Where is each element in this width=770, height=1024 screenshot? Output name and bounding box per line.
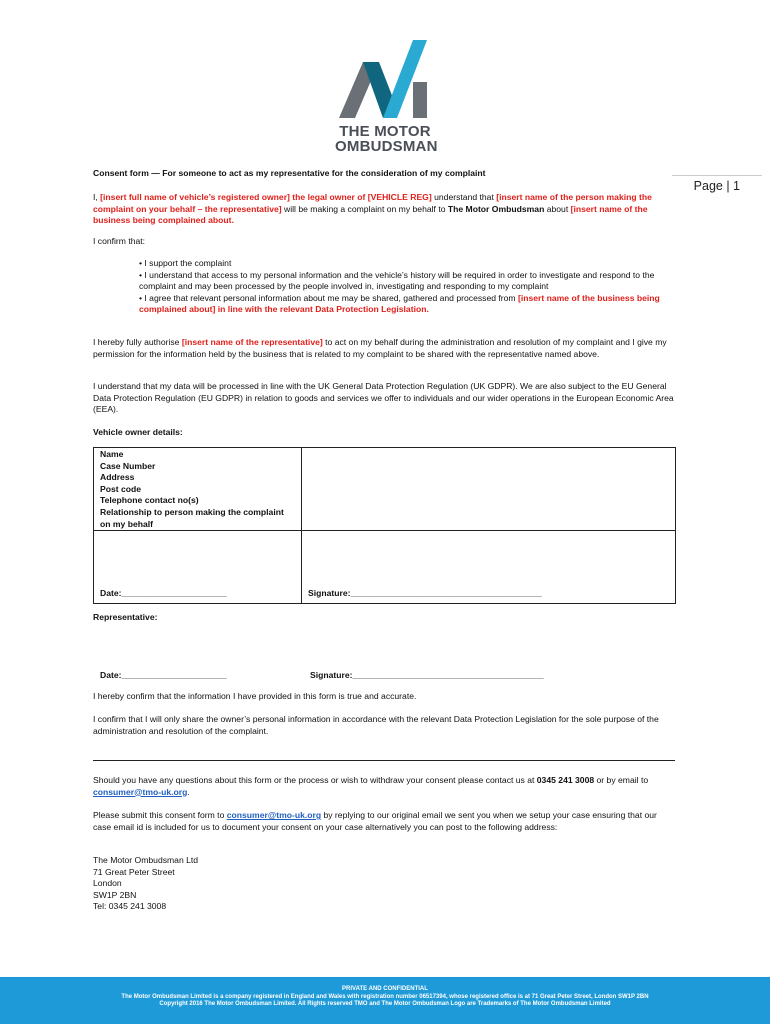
submit-text-1: Please submit this consent form to	[93, 810, 227, 820]
intro-text-1: I,	[93, 192, 101, 202]
contact-email-link[interactable]: consumer@tmo-uk.org	[93, 786, 188, 797]
bullet-3-text: • I agree that relevant personal information about me may be shared, gathered and processed from	[139, 292, 518, 303]
table-cell-labels	[94, 448, 302, 531]
vehicle-owner-table	[93, 447, 676, 604]
logo-line-1: THE MOTOR	[339, 122, 431, 140]
gdpr-paragraph: I understand that my data will be processed in line with the UK General Data Protection Regulation (UK GDPR). We are also subject to the EU General Data Protection Regulation (EU GDPR) in relation to goods and services we offer to individuals and our wider operations in the European Economic Area (EEA).	[93, 381, 674, 415]
address-line: SW1P 2BN	[93, 889, 137, 900]
representative-signature-field[interactable]: Signature:________________________________________	[310, 670, 544, 680]
intro-text-4: about	[544, 203, 571, 214]
placeholder-owner-name: [insert full name of vehicle’s registered owner] the legal owner of [VEHICLE REG]	[100, 192, 432, 202]
section-divider	[93, 760, 675, 761]
owner-signature-field[interactable]: Signature:________________________________________	[302, 531, 676, 604]
confirm-that-label: I confirm that:	[93, 236, 146, 246]
owner-details-input[interactable]	[302, 448, 676, 531]
row-label-telephone: Telephone contact no(s)	[100, 495, 199, 506]
placeholder-representative-name: [insert name of the representative]	[181, 337, 323, 347]
contact-text-1: Should you have any questions about this form or the process or wish to withdraw your consent please contact us at	[93, 775, 537, 785]
logo-line-2: OMBUDSMAN	[335, 137, 438, 155]
contact-paragraph	[93, 775, 675, 798]
placeholder-business: [insert name of the business being complained about.	[93, 203, 648, 226]
page-footer	[0, 977, 770, 1024]
authorise-text-2: to act on my behalf during the administration and resolution of my complaint and I give my permission for the information held by the business that is related to my complaint to be shared with the representative named above.	[93, 337, 667, 359]
list-item: • I understand that access to my personal information and the vehicle’s history will be required in order to investigate and respond to the complaint and may been processed by the people involved in, investigating and responding to my complaint	[139, 269, 655, 292]
submit-paragraph	[93, 810, 675, 833]
address-line: London	[93, 878, 122, 889]
address-line: 71 Great Peter Street	[93, 866, 175, 877]
contact-text-3: .	[187, 786, 190, 797]
row-label-address: Address	[100, 472, 135, 483]
motor-ombudsman-logo	[335, 40, 438, 155]
page-number-rule	[672, 175, 762, 176]
contact-text-2: or by email to	[594, 775, 649, 785]
submit-text-2: by replying to our original email we sent you when we setup your case ensuring that our case email id is included for us to document your consent on your case alternatively you can post to the following address:	[93, 810, 657, 832]
postal-address	[93, 855, 675, 913]
representative-date-field[interactable]: Date:______________________	[100, 670, 227, 680]
row-label-case-number: Case Number	[100, 460, 156, 471]
address-line: Tel: 0345 241 3008	[93, 901, 167, 912]
confirm-share-paragraph: I confirm that I will only share the owner’s personal information in accordance with the relevant Data Protection Legislation for the sole purpose of the administration and resolution of the complaint.	[93, 714, 659, 736]
representative-heading: Representative:	[93, 612, 158, 622]
intro-text-3: will be making a complaint on my behalf to	[281, 203, 448, 214]
page-number: Page | 1	[693, 179, 740, 193]
row-label-post-code: Post code	[100, 483, 142, 494]
authorise-text-1: I hereby fully authorise	[93, 337, 182, 347]
row-label-relationship: Relationship to person making the complaint on my behalf	[100, 506, 284, 529]
placeholder-representative: [insert name of the person making the complaint on your behalf – the representative]	[93, 192, 652, 214]
submit-email-link[interactable]: consumer@tmo-uk.org	[226, 810, 322, 820]
form-title: Consent form — For someone to act as my representative for the consideration of my complaint	[93, 168, 486, 178]
intro-text-2: understand that	[431, 192, 497, 202]
intro-paragraph	[93, 192, 675, 227]
confirm-true-paragraph: I hereby confirm that the information I have provided in this form is true and accurate.	[93, 691, 417, 701]
vehicle-owner-heading: Vehicle owner details:	[93, 427, 183, 437]
list-item: • I support the complaint	[139, 258, 232, 268]
footer-copyright: Copyright 2016 The Motor Ombudsman Limited. All Rights reserved TMO and The Motor Ombudsman Logo are Trademarks of The Motor Ombudsman Limited	[159, 1001, 611, 1007]
row-label-name: Name	[100, 449, 124, 459]
footer-confidential: PRIVATE AND CONFIDENTIAL	[342, 986, 428, 992]
contact-phone: 0345 241 3008	[536, 775, 595, 785]
intro-org-name: The Motor Ombudsman	[447, 203, 545, 214]
logo-mark-icon	[335, 40, 435, 120]
footer-registration: The Motor Ombudsman Limited is a company registered in England and Wales with registration number 06517394, whose registered office is at 71 Great Peter Street, London SW1P 2BN	[121, 993, 649, 1000]
placeholder-business: [insert name of the business being complained about] in line with the relevant Data Protection Legislation.	[139, 292, 660, 315]
address-line: The Motor Ombudsman Ltd	[93, 855, 199, 865]
confirmation-list	[139, 258, 675, 316]
owner-date-field[interactable]: Date:______________________	[94, 531, 302, 604]
list-item	[139, 293, 675, 316]
authorise-paragraph	[93, 337, 675, 360]
